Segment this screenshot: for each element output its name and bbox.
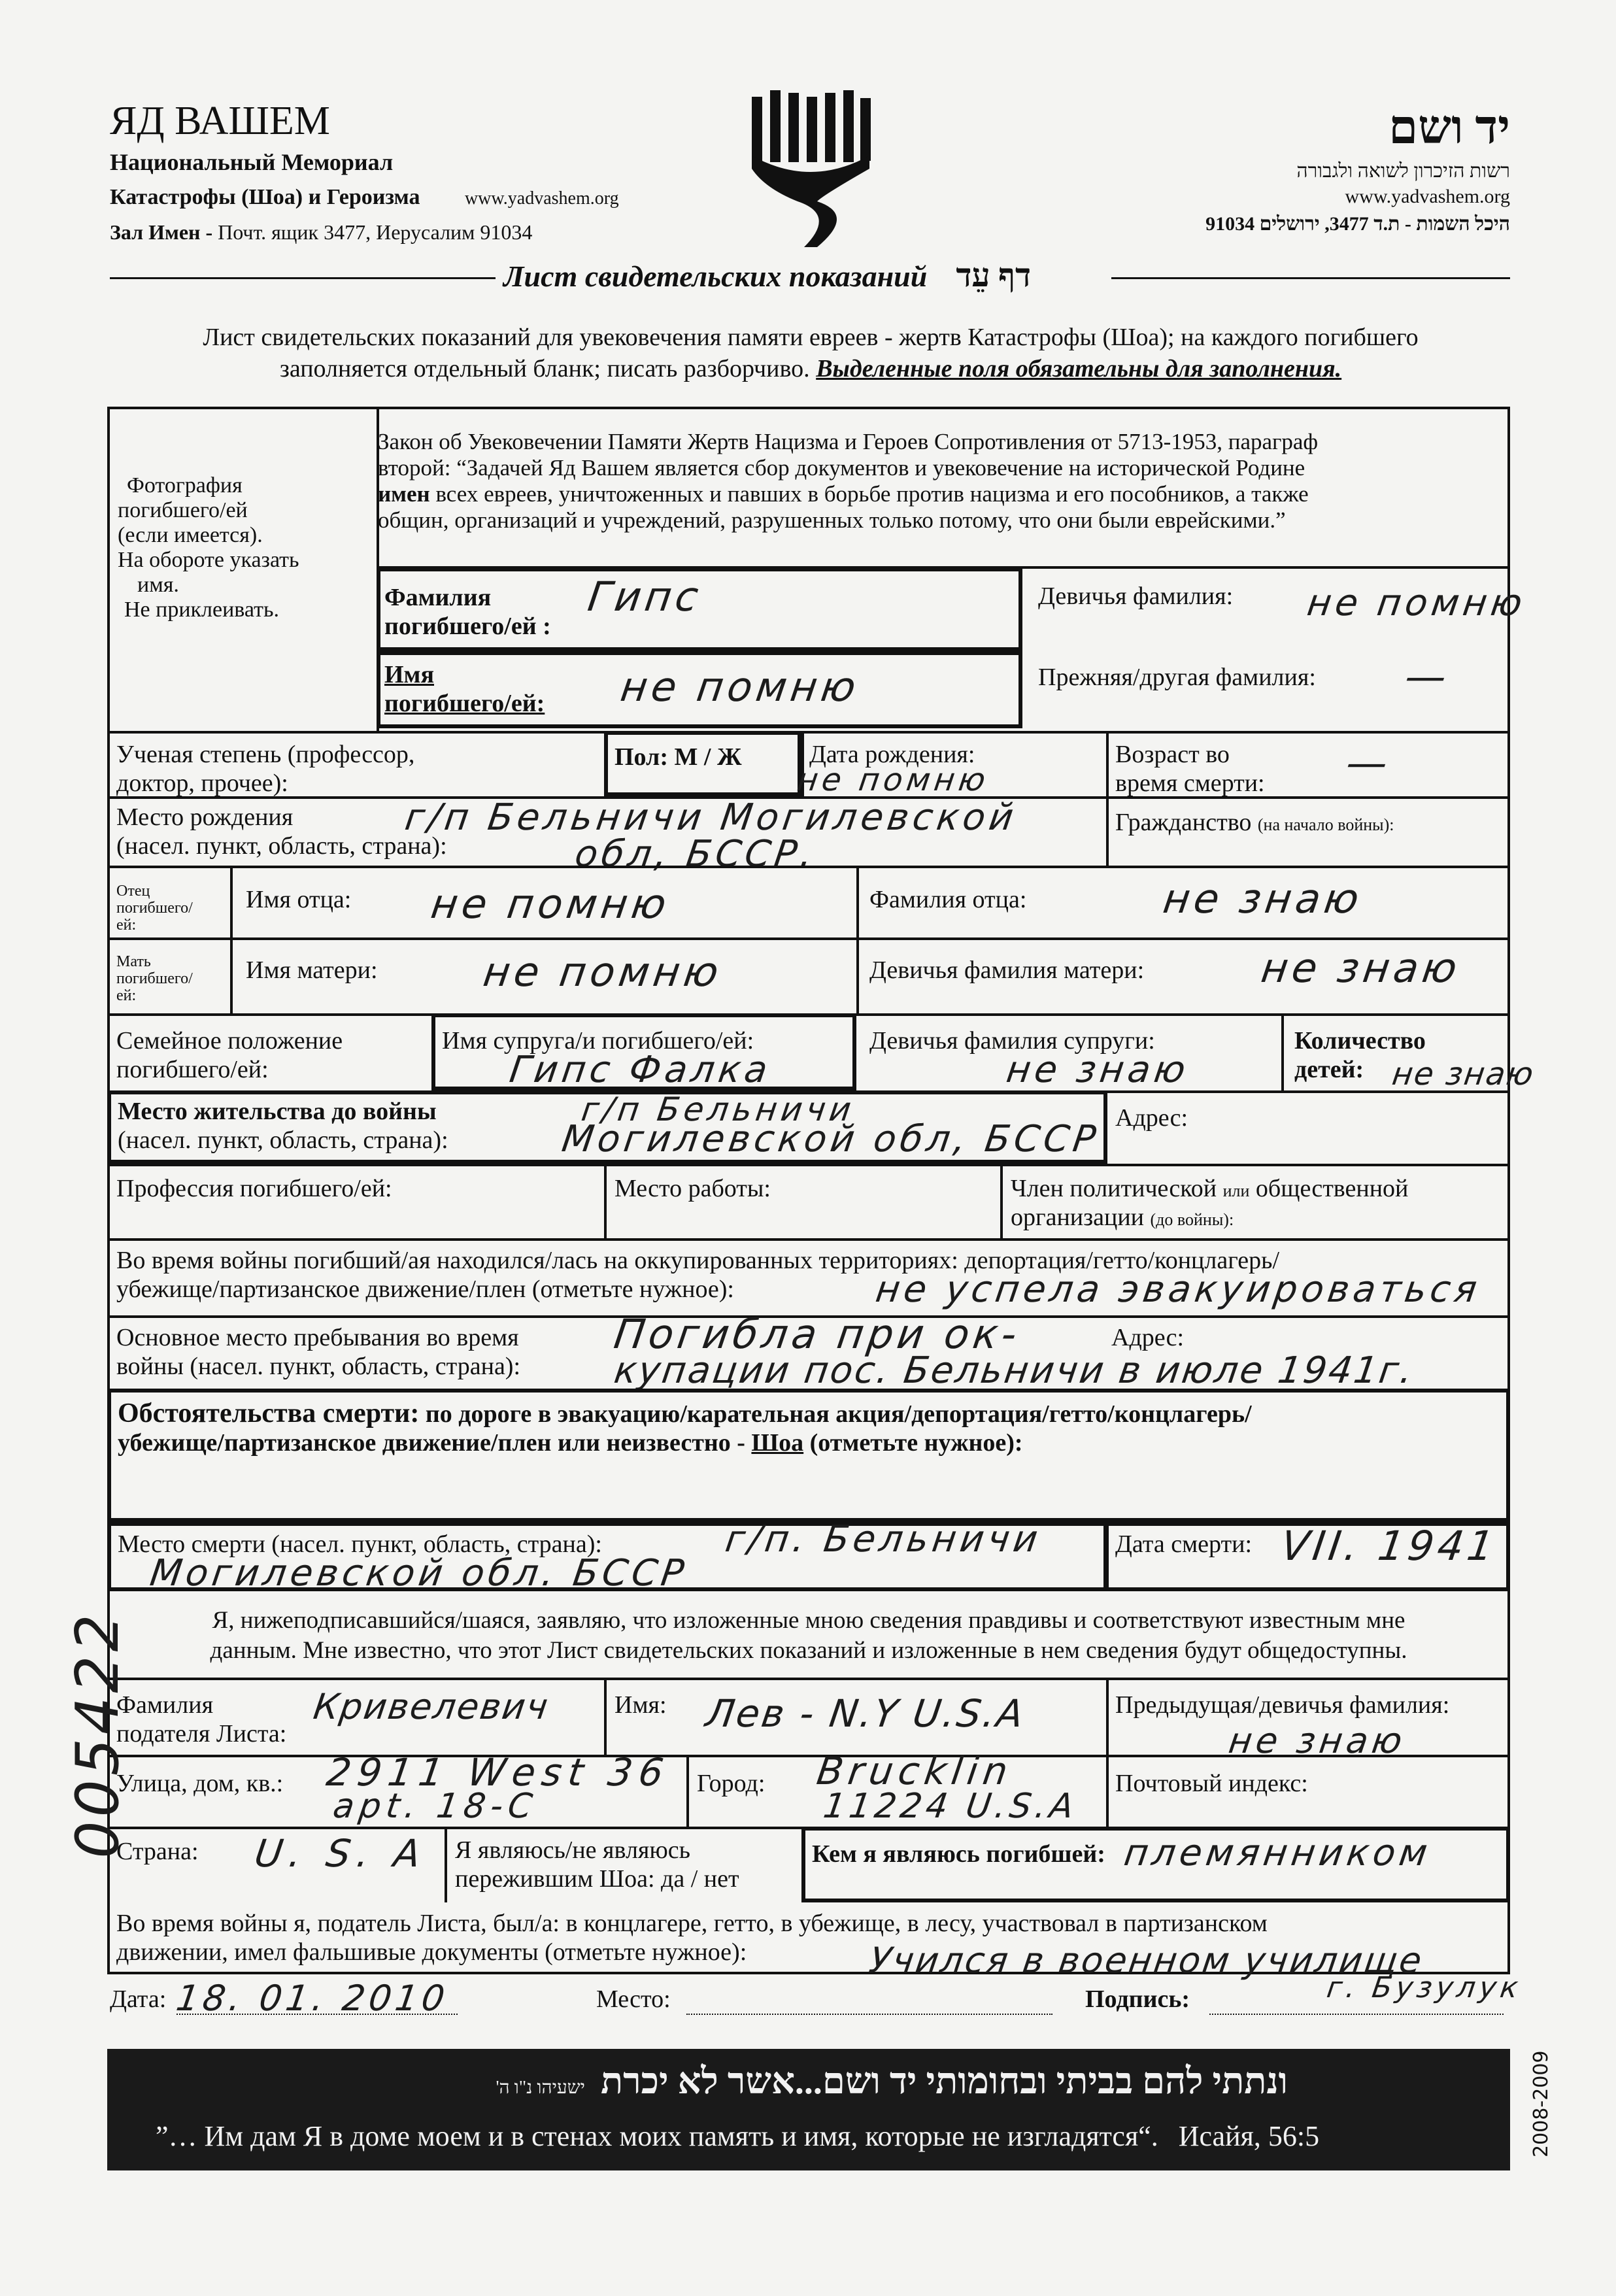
header-left — [110, 98, 764, 248]
citizenship-label: Гражданство (на начало войны): — [1115, 809, 1394, 836]
submitter-surname-value: Кривелевич — [311, 1686, 552, 1727]
website-right: www.yadvashem.org — [1345, 186, 1510, 207]
relation-value: племянником — [1121, 1832, 1434, 1874]
spouse-label: Имя супруга/и погибшего/ей: — [442, 1027, 754, 1055]
declaration — [107, 1606, 1510, 1666]
place-label: Место: — [596, 1985, 671, 2013]
profession-label: Профессия погибшего/ей: — [116, 1175, 392, 1202]
catastrophe-ru: Катастрофы (Шоа) и Героизма — [110, 185, 420, 209]
birthplace-value-1: г/п Бельничи Могилевской — [402, 796, 1020, 839]
dob-value: не помню — [795, 762, 992, 798]
children-label: Количество детей: — [1294, 1027, 1426, 1083]
dob-label: Дата рождения: — [809, 741, 975, 768]
yad-vashem-logo — [745, 90, 876, 254]
footer-quote-ru: ”… Им дам Я в доме моем и в стенах моих память и имя, которые не изгладятся“. — [156, 2120, 1158, 2152]
spouse-maiden-value: не знаю — [1003, 1049, 1192, 1091]
submitter-prev-label: Предыдущая/девичья фамилия: — [1115, 1691, 1450, 1719]
deathdate-value: VII. 1941 — [1277, 1522, 1501, 1570]
spouse-maiden-label: Девичья фамилия супруги: — [869, 1027, 1155, 1055]
org-name-he: יד ושם — [1389, 101, 1510, 154]
footer-years-outside: 2008-2009 — [1530, 2050, 1553, 2157]
surname-value: Гипс — [584, 573, 705, 620]
residence-label: Место жительства до войны (насел. пункт, область, страна): — [118, 1098, 448, 1154]
mainplace-label: Основное место пребывания во время войны (насел. пункт, область, страна): — [116, 1324, 521, 1380]
photo-text: Фотография — [127, 473, 243, 498]
workplace-label: Место работы: — [614, 1175, 771, 1202]
signature-line[interactable] — [1209, 2014, 1504, 2015]
relation-label: Кем я являюсь погибшей: — [812, 1840, 1105, 1868]
zip-label: Почтовый индекс: — [1115, 1770, 1308, 1797]
age-label: Возраст во время смерти: — [1115, 741, 1265, 797]
father-surname-label: Фамилия отца: — [869, 886, 1027, 913]
residence-value-2: Могилевской обл, БССР — [559, 1118, 1102, 1160]
title-rule-right — [1111, 277, 1510, 279]
intro-mandatory: Выделенные поля обязательны для заполнения. — [816, 355, 1342, 382]
circumstances-label: Обстоятельства смерти: по дороге в эвакуацию/карательная акция/депортация/гетто/концлагерь/ убежище/партизанское движение/плен или неизвестно - Шоа (отметьте нужное): — [118, 1398, 1252, 1457]
photo-text: (если имеется). — [118, 523, 263, 547]
website-left: www.yadvashem.org — [464, 188, 619, 209]
surname-label: Фамилия погибшего/ей : — [384, 584, 551, 640]
prev-surname-value: — — [1402, 652, 1454, 700]
title-rule-left — [110, 277, 496, 279]
mother-name-label: Имя матери: — [246, 956, 378, 984]
margin-note: 005422 — [63, 1610, 132, 1859]
residence-value-1: г/п Бельничи — [579, 1090, 858, 1128]
photo-text: На обороте указать — [118, 548, 299, 572]
father-name-value: не помню — [428, 880, 673, 928]
form-title-ru: Лист свидетельских показаний — [503, 260, 928, 293]
father-name-label: Имя отца: — [246, 886, 352, 913]
residence-address-label: Адрес: — [1115, 1104, 1188, 1132]
father-surname-value: не знаю — [1160, 875, 1366, 922]
mother-maiden-label: Девичья фамилия матери: — [869, 956, 1145, 984]
submitter-name-value: Лев - N.Y U.S.A — [703, 1691, 1028, 1736]
authority-he: רשות הזיכרון לשואה ולגבורה — [1296, 160, 1510, 182]
deathplace-value-1: г/п. Бельничи — [722, 1518, 1045, 1561]
firstname-value: не помню — [617, 663, 863, 711]
maiden-value: не помню — [1304, 582, 1529, 624]
form-title — [503, 256, 1031, 294]
spouse-value: Гипс Фалка — [507, 1049, 774, 1091]
submitter-name-label: Имя: — [614, 1691, 667, 1719]
footer-banner — [107, 2049, 1510, 2170]
prev-surname-label: Прежняя/другая фамилия: — [1038, 664, 1316, 691]
deathplace-label: Место смерти (насел. пункт, область, страна): — [118, 1530, 602, 1558]
city-label: Город: — [697, 1770, 766, 1797]
law-line: общин, организаций и учреждений, разрушенных только потому, что они были еврейскими.” — [378, 507, 1286, 533]
marital-label: Семейное положение погибшего/ей: — [116, 1027, 343, 1083]
footer-source-he: ישעיהו נ"ו ה' — [496, 2078, 585, 2098]
birthplace-value-2: обл, БССР. — [572, 833, 820, 875]
photo-text: имя. — [137, 573, 179, 597]
street-label: Улица, дом, кв.: — [116, 1770, 284, 1797]
declaration-line: Я, нижеподписавшийся/шаяся, заявляю, что изложенные мною сведения правдивы и соответствуют известным мне — [212, 1607, 1406, 1634]
mainplace-value-2: купации пос. Бельничи в июле 1941г. — [611, 1349, 1417, 1392]
law-line: всех евреев, уничтоженных и павших в борьбе против нацизма и его пособников, а также — [435, 481, 1309, 507]
street-value-1: 2911 West 36 — [324, 1750, 673, 1795]
gender-label: Пол: М / Ж — [614, 743, 742, 771]
declaration-line: данным. Мне известно, что этот Лист свидетельских показаний и изложенные в нем сведения будут общедоступны. — [210, 1637, 1407, 1664]
footer-quote-he: ונתתי להם בביתי ובחומותי יד ושם...אשר לא יכרת — [600, 2061, 1288, 2102]
maiden-label: Девичья фамилия: — [1038, 582, 1234, 610]
address-ru: Почт. ящик 3477, Иерусалим 91034 — [218, 220, 533, 244]
date-label: Дата: — [110, 1985, 167, 2013]
hall-ru: Зал Имен - — [110, 220, 213, 244]
header-right — [1111, 98, 1510, 241]
mother-maiden-value: не знаю — [1258, 944, 1464, 992]
wartime-label: Во время войны погибший/ая находился/лась на оккупированных территориях: депортация/гетто/концлагерь/ убежище/партизанское движение/плен (отметьте нужное): — [116, 1247, 1280, 1303]
footer-source-ru: Исайя, 56:5 — [1178, 2120, 1320, 2152]
intro-line1: Лист свидетельских показаний для увековечения памяти евреев - жертв Катастрофы (Шоа); на каждого погибшего — [203, 324, 1419, 351]
age-value: — — [1343, 739, 1395, 786]
city-value-2: 11224 U.S.A — [820, 1787, 1080, 1826]
city-value-1: Brucklin — [814, 1749, 1016, 1793]
law-bold-word: имен — [378, 481, 430, 507]
law-line: Закон об Увековечении Памяти Жертв Нацизма и Героев Сопротивления от 5713-1953, параграф — [378, 429, 1319, 454]
submitter-prev-value: не знаю — [1226, 1720, 1409, 1761]
deathplace-value-2: Могилевской обл. БССР — [147, 1552, 690, 1595]
country-value: U. S. A — [252, 1831, 430, 1876]
mainplace-address-label: Адрес: — [1111, 1324, 1185, 1351]
submitter-war-value-2: г. Бузулук — [1324, 1971, 1524, 2004]
firstname-label: Имя погибшего/ей: — [384, 661, 545, 717]
mother-side-label: Мать погибшего/ ей: — [116, 953, 193, 1004]
hall-he: היכל השמות - ת.ד 3477, ירושלים 91034 — [1205, 213, 1510, 235]
intro-text — [105, 322, 1517, 384]
deathdate-label: Дата смерти: — [1115, 1530, 1253, 1558]
signature-label: Подпись: — [1085, 1985, 1190, 2013]
law-text — [378, 429, 1502, 533]
survivor-label: Я являюсь/не являюсь пережившим Шоа: да / нет — [455, 1836, 739, 1893]
member-label: Член политической или общественной организации (до войны): — [1011, 1175, 1409, 1231]
footer-quote-ru-row — [156, 2119, 1319, 2153]
mother-name-value: не помню — [480, 948, 726, 996]
street-value-2: apt. 18-C — [330, 1787, 540, 1826]
submitter-war-value-1: Учился в военном училище — [866, 1940, 1426, 1981]
org-name-ru: ЯД ВАШЕМ — [110, 99, 330, 143]
photo-text: Не приклеивать. — [124, 598, 279, 622]
intro-line2: заполняется отдельный бланк; писать разборчиво. — [279, 355, 810, 382]
degree-label: Ученая степень (профессор, доктор, прочее): — [116, 741, 415, 797]
father-side-label: Отец погибшего/ ей: — [116, 883, 193, 934]
children-value: не знаю — [1390, 1056, 1537, 1092]
law-line: второй: “Задачей Яд Вашем является сбор документов и увековечение на исторической Родине — [378, 455, 1305, 481]
wartime-value: не успела эвакуироваться — [873, 1268, 1484, 1311]
date-value: 18. 01. 2010 — [173, 1978, 452, 2019]
photo-text: погибшего/ей — [118, 498, 248, 522]
footer-quote-he-row — [496, 2061, 1288, 2102]
submitter-surname-label: Фамилия подателя Листа: — [116, 1691, 287, 1747]
country-label: Страна: — [116, 1838, 199, 1865]
memorial-name-ru: Национальный Мемориал — [110, 149, 394, 175]
photo-instructions — [118, 473, 299, 622]
form-title-he: דף עֵד — [956, 257, 1032, 294]
birthplace-label: Место рождения (насел. пункт, область, страна): — [116, 803, 447, 860]
submitter-war-label: Во время войны я, податель Листа, был/а: в концлагере, гетто, в убежище, в лесу, участвовал в партизанском движении, имел фальшивые документы (отметьте нужное): — [116, 1910, 1268, 1966]
mainplace-value-1: Погибла при ок- — [611, 1310, 1024, 1358]
